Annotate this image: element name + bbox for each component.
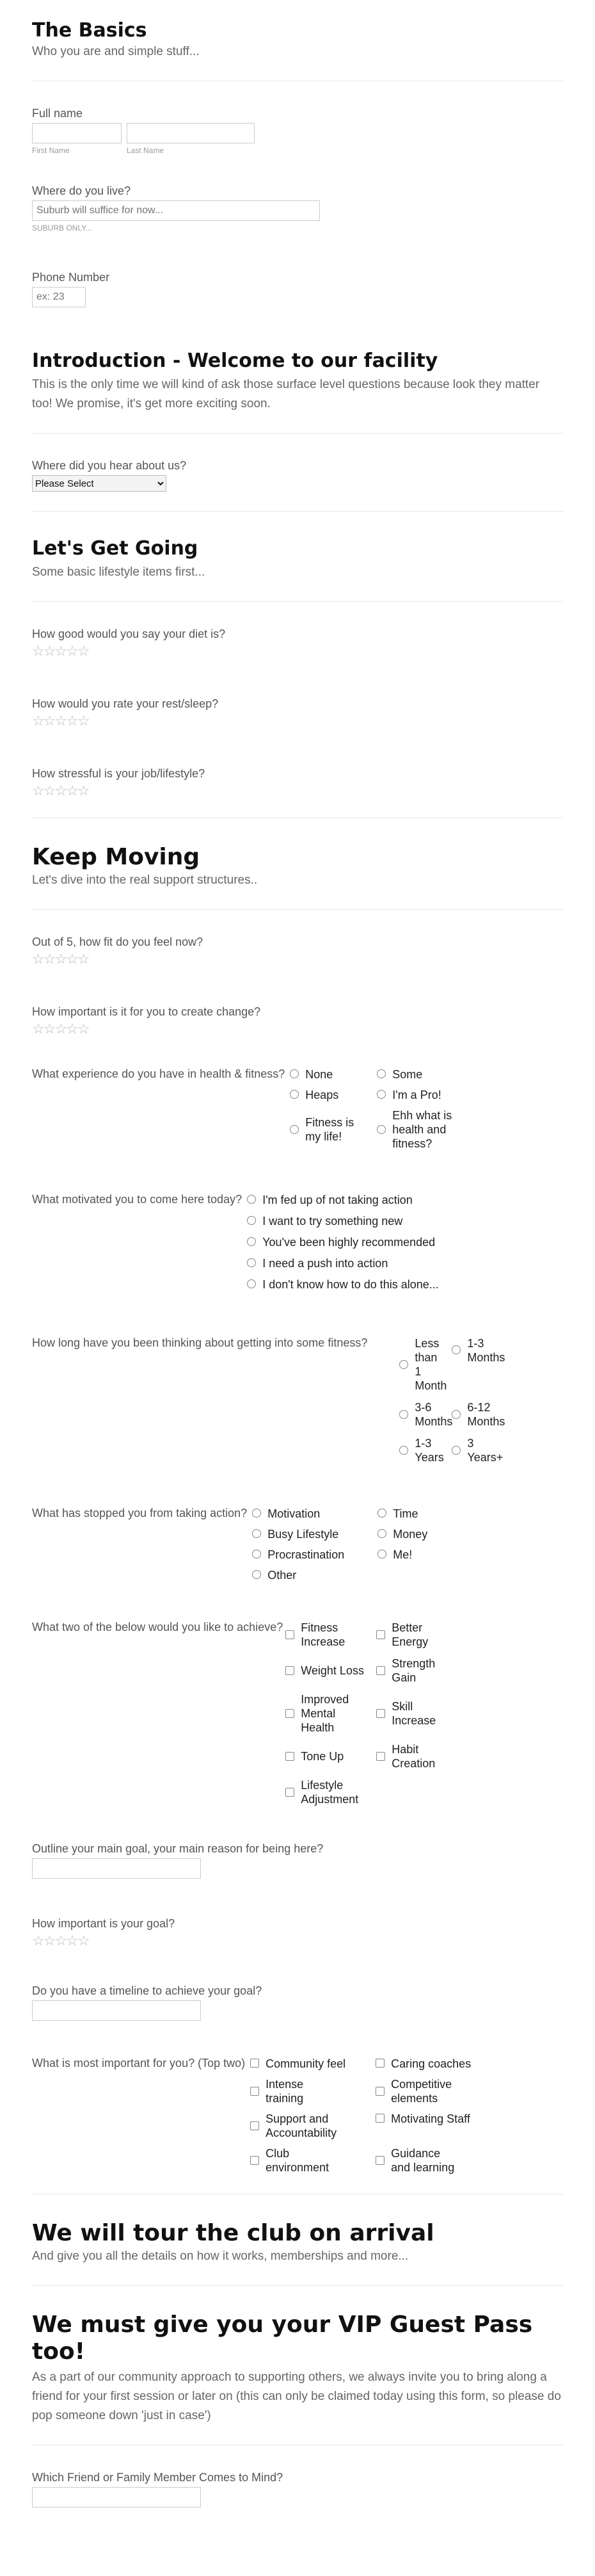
rest-star-rating[interactable]: ☆☆☆☆☆	[32, 713, 89, 729]
checkbox[interactable]	[376, 2156, 385, 2165]
stopped-option[interactable]	[377, 1507, 473, 1521]
fit-label: Out of 5, how fit do you feel now?	[32, 936, 203, 948]
experience-option[interactable]	[377, 1088, 473, 1102]
last-name-input[interactable]	[127, 123, 255, 143]
motivated-option[interactable]	[247, 1214, 439, 1228]
option-label: 3 Years+	[467, 1437, 504, 1464]
change-label: How important is it for you to create change?	[32, 1005, 261, 1018]
goal-importance-label: How important is your goal?	[32, 1917, 175, 1930]
option-label: None	[305, 1068, 333, 1081]
stopped-option[interactable]	[252, 1507, 377, 1521]
important-label: What is most important for you? (Top two)	[32, 2057, 246, 2070]
option-label: Fitness is my life!	[305, 1116, 354, 1143]
achieve-option[interactable]	[376, 1657, 447, 1685]
checkbox[interactable]	[285, 1630, 294, 1639]
option-label: Improved Mental Health	[301, 1693, 349, 1734]
option-label: Motivation	[267, 1507, 321, 1520]
section-subtitle-vip: As a part of our community approach to supporting others, we always invite you to bring along a friend for your first session or later on (this can only be claimed today using this form, so please do pop someone down 'just in case')	[32, 2370, 561, 2422]
experience-label: What experience do you have in health & fitness?	[32, 1067, 285, 1080]
radio-button[interactable]	[252, 1509, 261, 1518]
diet-label: How good would you say your diet is?	[32, 628, 226, 640]
checkbox[interactable]	[285, 1788, 294, 1797]
option-label: Other	[267, 1569, 297, 1582]
thinking-option[interactable]	[399, 1400, 453, 1429]
motivated-label: What motivated you to come here today?	[32, 1193, 242, 1206]
checkbox[interactable]	[285, 1666, 294, 1675]
section-subtitle-moving: Let's dive into the real support structures..	[32, 873, 258, 887]
radio-button[interactable]	[399, 1410, 408, 1419]
first-name-input[interactable]	[32, 123, 122, 143]
thinking-question	[32, 1336, 563, 1464]
option-label: Club environment	[266, 2147, 329, 2174]
section-title-moving: Keep Moving	[32, 844, 200, 870]
divider	[32, 511, 563, 512]
option-label: I don't know how to do this alone...	[262, 1278, 439, 1291]
experience-question	[32, 1067, 563, 1151]
section-title-intro: Introduction - Welcome to our facility	[32, 350, 438, 372]
motivated-question	[32, 1193, 563, 1292]
thinking-option[interactable]	[399, 1336, 450, 1393]
section-title-basics: The Basics	[32, 19, 147, 42]
radio-button[interactable]	[247, 1258, 256, 1267]
checkbox[interactable]	[250, 2156, 259, 2165]
checkbox[interactable]	[250, 2121, 259, 2130]
important-option[interactable]	[250, 2077, 376, 2105]
important-option[interactable]	[250, 2057, 376, 2071]
radio-button[interactable]	[399, 1446, 408, 1455]
section-subtitle-basics: Who you are and simple stuff...	[32, 45, 200, 58]
motivated-option[interactable]	[247, 1235, 439, 1249]
achieve-option[interactable]	[285, 1692, 375, 1735]
option-label: Busy Lifestyle	[267, 1528, 339, 1541]
option-label: I need a push into action	[262, 1257, 388, 1270]
section-subtitle-tour: And give you all the details on how it works, memberships and more...	[32, 2249, 409, 2263]
section-subtitle-going: Some basic lifestyle items first...	[32, 565, 205, 579]
important-option[interactable]	[376, 2077, 497, 2105]
experience-option[interactable]	[290, 1108, 373, 1151]
achieve-option[interactable]	[285, 1742, 375, 1770]
achieve-question	[32, 1621, 563, 1806]
checkbox[interactable]	[376, 2087, 385, 2096]
radio-button[interactable]	[452, 1345, 461, 1354]
stopped-option[interactable]	[252, 1527, 377, 1541]
goal-importance-star-rating[interactable]: ☆☆☆☆☆	[32, 1932, 89, 1948]
stress-question	[32, 767, 563, 798]
option-label: Some	[392, 1068, 423, 1081]
checkbox[interactable]	[376, 1752, 385, 1761]
checkbox[interactable]	[376, 1630, 385, 1639]
radio-button[interactable]	[452, 1446, 461, 1455]
option-label: Fitness Increase	[301, 1621, 345, 1648]
radio-button[interactable]	[290, 1069, 299, 1078]
timeline-label: Do you have a timeline to achieve your goal?	[32, 1984, 262, 1997]
hear-select[interactable]	[32, 475, 166, 492]
last-name-sublabel: Last Name	[127, 146, 164, 155]
radio-button[interactable]	[247, 1216, 256, 1225]
experience-option[interactable]	[290, 1067, 373, 1081]
full-name-question	[32, 107, 563, 155]
rest-question	[32, 697, 563, 729]
experience-option[interactable]	[377, 1108, 473, 1151]
friend-input[interactable]	[32, 2487, 201, 2507]
thinking-option[interactable]	[399, 1436, 450, 1464]
option-label: Better Energy	[392, 1621, 429, 1648]
achieve-option[interactable]	[376, 1692, 447, 1735]
stress-label: How stressful is your job/lifestyle?	[32, 767, 205, 780]
rest-label: How would you rate your rest/sleep?	[32, 697, 219, 710]
divider	[32, 909, 563, 910]
important-option[interactable]	[250, 2146, 376, 2175]
hear-label: Where did you hear about us?	[32, 459, 187, 472]
divider	[32, 2285, 563, 2286]
checkbox[interactable]	[250, 2059, 259, 2068]
goal-question	[32, 1842, 563, 1879]
live-question	[32, 184, 563, 232]
achieve-option[interactable]	[376, 1742, 447, 1770]
goal-input[interactable]	[32, 1858, 201, 1879]
option-label: Intense training	[266, 2078, 304, 2105]
stopped-option[interactable]	[377, 1548, 473, 1562]
option-label: Procrastination	[267, 1548, 345, 1561]
stopped-option[interactable]	[252, 1548, 377, 1562]
radio-button[interactable]	[290, 1125, 299, 1134]
live-label: Where do you live?	[32, 184, 131, 197]
option-label: Guidance and learning	[391, 2147, 455, 2174]
suburb-sublabel: SUBURB ONLY...	[32, 223, 92, 232]
divider	[32, 601, 563, 602]
radio-button[interactable]	[377, 1509, 386, 1518]
option-label: Money	[393, 1528, 428, 1541]
radio-button[interactable]	[252, 1529, 261, 1538]
option-label: Weight Loss	[301, 1664, 364, 1677]
option-label: Habit Creation	[392, 1743, 436, 1770]
phone-question	[32, 271, 563, 307]
section-title-going: Let's Get Going	[32, 537, 198, 560]
goal-importance-question	[32, 1917, 563, 1948]
checkbox[interactable]	[376, 1666, 385, 1675]
stopped-option[interactable]	[252, 1568, 377, 1582]
achieve-label: What two of the below would you like to achieve?	[32, 1621, 283, 1633]
section-title-vip: We must give you your VIP Guest Pass too!	[32, 2312, 533, 2365]
friend-question	[32, 2471, 563, 2507]
important-option[interactable]	[376, 2146, 497, 2175]
radio-button[interactable]	[377, 1550, 386, 1559]
fit-star-rating[interactable]: ☆☆☆☆☆	[32, 951, 89, 967]
thinking-option[interactable]	[452, 1336, 503, 1393]
option-label: Heaps	[305, 1089, 339, 1101]
radio-button[interactable]	[290, 1090, 299, 1099]
radio-button[interactable]	[399, 1360, 408, 1369]
timeline-input[interactable]	[32, 2000, 201, 2021]
option-label: 1-3 Months	[467, 1337, 505, 1364]
change-star-rating[interactable]: ☆☆☆☆☆	[32, 1021, 89, 1037]
timeline-question	[32, 1984, 563, 2021]
thinking-label: How long have you been thinking about getting into some fitness?	[32, 1336, 368, 1349]
radio-button[interactable]	[247, 1195, 256, 1204]
checkbox[interactable]	[376, 2114, 385, 2123]
motivated-option[interactable]	[247, 1277, 439, 1292]
option-label: Strength Gain	[392, 1657, 436, 1684]
radio-button[interactable]	[377, 1069, 386, 1078]
form-container	[32, 0, 563, 2520]
section-subtitle-intro: This is the only time we will kind of ask those surface level questions because look they matter too! We promise, it's get more exciting soon.	[32, 378, 540, 410]
option-label: Skill Increase	[392, 1700, 436, 1727]
thinking-option[interactable]	[452, 1400, 503, 1429]
radio-button[interactable]	[247, 1237, 256, 1246]
radio-button[interactable]	[247, 1279, 256, 1288]
checkbox[interactable]	[285, 1752, 294, 1761]
option-label: Community feel	[266, 2057, 346, 2070]
stopped-question	[32, 1507, 563, 1582]
important-option[interactable]	[376, 2112, 497, 2140]
important-option[interactable]	[250, 2112, 376, 2140]
option-label: I'm fed up of not taking action	[262, 1194, 413, 1206]
change-question	[32, 1005, 563, 1037]
checkbox[interactable]	[376, 2059, 385, 2068]
radio-button[interactable]	[377, 1529, 386, 1538]
important-question	[32, 2057, 563, 2175]
option-label: Competitive elements	[391, 2078, 452, 2105]
experience-option[interactable]	[290, 1088, 373, 1102]
diet-star-rating[interactable]: ☆☆☆☆☆	[32, 643, 89, 659]
option-label: Motivating Staff	[391, 2112, 470, 2125]
option-label: 3-6 Months	[415, 1401, 453, 1428]
option-label: Support and Accountability	[266, 2112, 337, 2139]
suburb-input[interactable]	[32, 200, 320, 221]
option-label: I'm a Pro!	[392, 1089, 441, 1101]
option-label: Ehh what is health and fitness?	[392, 1109, 452, 1150]
phone-input[interactable]	[32, 287, 86, 307]
achieve-option[interactable]	[376, 1621, 447, 1649]
hear-question	[32, 459, 563, 492]
radio-button[interactable]	[377, 1090, 386, 1099]
motivated-option[interactable]	[247, 1193, 439, 1207]
option-label: 1-3 Years	[415, 1437, 444, 1464]
important-option[interactable]	[376, 2057, 497, 2071]
option-label: I want to try something new	[262, 1215, 403, 1227]
full-name-label: Full name	[32, 107, 83, 120]
achieve-option[interactable]	[285, 1657, 375, 1685]
first-name-sublabel: First Name	[32, 146, 70, 155]
achieve-option[interactable]	[285, 1778, 375, 1806]
radio-button[interactable]	[377, 1125, 386, 1134]
section-title-tour: We will tour the club on arrival	[32, 2220, 434, 2246]
radio-button[interactable]	[452, 1410, 461, 1419]
motivated-option[interactable]	[247, 1256, 439, 1270]
goal-label: Outline your main goal, your main reason for being here?	[32, 1842, 324, 1855]
fit-question	[32, 936, 563, 967]
option-label: Tone Up	[301, 1750, 344, 1763]
stopped-label: What has stopped you from taking action?	[32, 1507, 248, 1519]
option-label: Caring coaches	[391, 2057, 472, 2070]
option-label: Time	[393, 1507, 418, 1520]
checkbox[interactable]	[250, 2087, 259, 2096]
stopped-option[interactable]	[377, 1527, 473, 1541]
option-label: Less than 1 Month	[415, 1337, 447, 1392]
achieve-option[interactable]	[285, 1621, 375, 1649]
friend-label: Which Friend or Family Member Comes to Mind?	[32, 2471, 283, 2484]
option-label: 6-12 Months	[467, 1401, 505, 1428]
phone-label: Phone Number	[32, 271, 110, 284]
option-label: You've been highly recommended	[262, 1236, 436, 1249]
diet-question	[32, 628, 563, 659]
experience-option[interactable]	[377, 1067, 473, 1081]
stress-star-rating[interactable]: ☆☆☆☆☆	[32, 782, 89, 798]
checkbox[interactable]	[285, 1709, 294, 1718]
option-label: Me!	[393, 1548, 413, 1561]
checkbox[interactable]	[376, 1709, 385, 1718]
radio-button[interactable]	[252, 1550, 261, 1559]
thinking-option[interactable]	[452, 1436, 503, 1464]
option-label: Lifestyle Adjustment	[301, 1779, 359, 1806]
radio-button[interactable]	[252, 1570, 261, 1579]
